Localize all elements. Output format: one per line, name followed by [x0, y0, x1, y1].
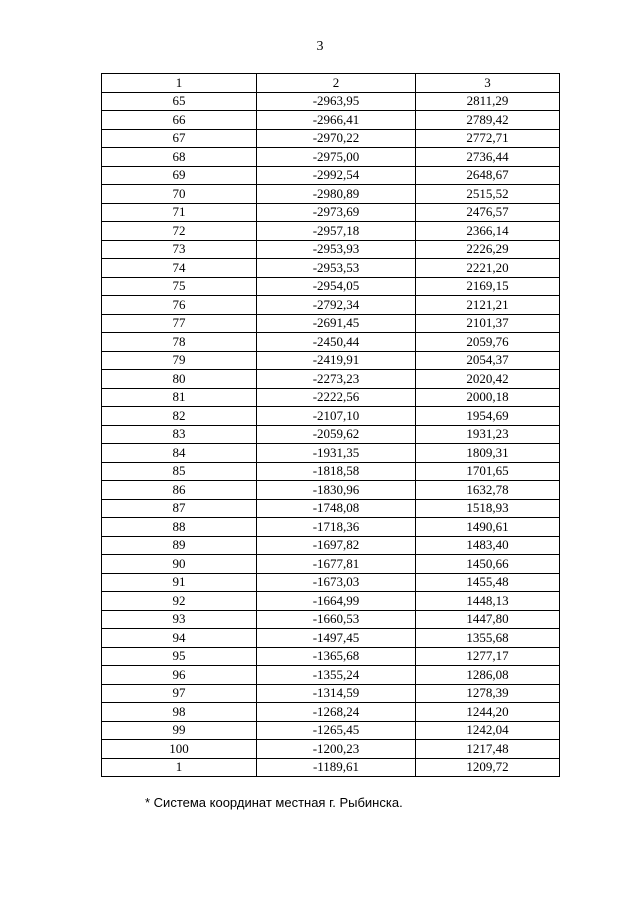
table-row: [102, 684, 560, 703]
table-row: [102, 462, 560, 481]
column-header-3: 3: [416, 74, 560, 93]
point-number-cell: 78: [102, 333, 257, 352]
point-number-cell: 84: [102, 444, 257, 463]
table-row: [102, 92, 560, 111]
x-coordinate-cell: -2273,23: [257, 370, 416, 389]
table-header-row: [102, 74, 560, 93]
x-coordinate-cell: -2954,05: [257, 277, 416, 296]
x-coordinate-cell: -1818,58: [257, 462, 416, 481]
x-coordinate-cell: -1268,24: [257, 703, 416, 722]
x-coordinate-cell: -2953,93: [257, 240, 416, 259]
y-coordinate-cell: 1355,68: [416, 629, 560, 648]
y-coordinate-cell: 1447,80: [416, 610, 560, 629]
x-coordinate-cell: -1748,08: [257, 499, 416, 518]
point-number-cell: 90: [102, 555, 257, 574]
table-row: [102, 166, 560, 185]
table-row: [102, 333, 560, 352]
table-row: [102, 240, 560, 259]
y-coordinate-cell: 2648,67: [416, 166, 560, 185]
point-number-cell: 75: [102, 277, 257, 296]
x-coordinate-cell: -1200,23: [257, 740, 416, 759]
point-number-cell: 76: [102, 296, 257, 315]
table-row: [102, 610, 560, 629]
column-header-2: 2: [257, 74, 416, 93]
y-coordinate-cell: 2020,42: [416, 370, 560, 389]
point-number-cell: 95: [102, 647, 257, 666]
point-number-cell: 82: [102, 407, 257, 426]
point-number-cell: 80: [102, 370, 257, 389]
point-number-cell: 88: [102, 518, 257, 537]
y-coordinate-cell: 2772,71: [416, 129, 560, 148]
x-coordinate-cell: -2980,89: [257, 185, 416, 204]
point-number-cell: 77: [102, 314, 257, 333]
point-number-cell: 68: [102, 148, 257, 167]
point-number-cell: 94: [102, 629, 257, 648]
table-row: [102, 425, 560, 444]
x-coordinate-cell: -1497,45: [257, 629, 416, 648]
table-row: [102, 536, 560, 555]
x-coordinate-cell: -1697,82: [257, 536, 416, 555]
y-coordinate-cell: 2226,29: [416, 240, 560, 259]
point-number-cell: 65: [102, 92, 257, 111]
table-row: [102, 296, 560, 315]
y-coordinate-cell: 2366,14: [416, 222, 560, 241]
table-row: [102, 721, 560, 740]
y-coordinate-cell: 1448,13: [416, 592, 560, 611]
point-number-cell: 86: [102, 481, 257, 500]
table-row: [102, 740, 560, 759]
footnote: * Система координат местная г. Рыбинска.: [145, 795, 403, 810]
x-coordinate-cell: -1718,36: [257, 518, 416, 537]
x-coordinate-cell: -1830,96: [257, 481, 416, 500]
table-row: [102, 277, 560, 296]
table-row: [102, 129, 560, 148]
table-row: [102, 185, 560, 204]
x-coordinate-cell: -1314,59: [257, 684, 416, 703]
x-coordinate-cell: -1660,53: [257, 610, 416, 629]
table-row: [102, 555, 560, 574]
x-coordinate-cell: -1189,61: [257, 758, 416, 777]
table-row: [102, 222, 560, 241]
point-number-cell: 71: [102, 203, 257, 222]
point-number-cell: 85: [102, 462, 257, 481]
y-coordinate-cell: 2789,42: [416, 111, 560, 130]
x-coordinate-cell: -1931,35: [257, 444, 416, 463]
point-number-cell: 89: [102, 536, 257, 555]
point-number-cell: 79: [102, 351, 257, 370]
point-number-cell: 97: [102, 684, 257, 703]
y-coordinate-cell: 1483,40: [416, 536, 560, 555]
y-coordinate-cell: 1450,66: [416, 555, 560, 574]
point-number-cell: 81: [102, 388, 257, 407]
table-row: [102, 629, 560, 648]
table-row: [102, 203, 560, 222]
x-coordinate-cell: -2975,00: [257, 148, 416, 167]
table-row: [102, 573, 560, 592]
y-coordinate-cell: 2811,29: [416, 92, 560, 111]
y-coordinate-cell: 2736,44: [416, 148, 560, 167]
table-body: [102, 92, 560, 777]
y-coordinate-cell: 1809,31: [416, 444, 560, 463]
point-number-cell: 98: [102, 703, 257, 722]
table-row: [102, 407, 560, 426]
point-number-cell: 83: [102, 425, 257, 444]
x-coordinate-cell: -2450,44: [257, 333, 416, 352]
x-coordinate-cell: -2107,10: [257, 407, 416, 426]
y-coordinate-cell: 1278,39: [416, 684, 560, 703]
x-coordinate-cell: -1677,81: [257, 555, 416, 574]
point-number-cell: 66: [102, 111, 257, 130]
x-coordinate-cell: -2973,69: [257, 203, 416, 222]
y-coordinate-cell: 2059,76: [416, 333, 560, 352]
y-coordinate-cell: 2000,18: [416, 388, 560, 407]
table-row: [102, 314, 560, 333]
point-number-cell: 69: [102, 166, 257, 185]
y-coordinate-cell: 2121,21: [416, 296, 560, 315]
y-coordinate-cell: 1632,78: [416, 481, 560, 500]
page-number: 3: [316, 39, 324, 54]
y-coordinate-cell: 1209,72: [416, 758, 560, 777]
y-coordinate-cell: 2221,20: [416, 259, 560, 278]
point-number-cell: 72: [102, 222, 257, 241]
x-coordinate-cell: -2957,18: [257, 222, 416, 241]
x-coordinate-cell: -2966,41: [257, 111, 416, 130]
y-coordinate-cell: 1518,93: [416, 499, 560, 518]
y-coordinate-cell: 1217,48: [416, 740, 560, 759]
point-number-cell: 87: [102, 499, 257, 518]
table-row: [102, 370, 560, 389]
x-coordinate-cell: -2059,62: [257, 425, 416, 444]
point-number-cell: 1: [102, 758, 257, 777]
table-row: [102, 703, 560, 722]
point-number-cell: 67: [102, 129, 257, 148]
table-row: [102, 518, 560, 537]
y-coordinate-cell: 1244,20: [416, 703, 560, 722]
coordinates-table: [101, 73, 560, 777]
point-number-cell: 92: [102, 592, 257, 611]
table-row: [102, 259, 560, 278]
table-row: [102, 481, 560, 500]
x-coordinate-cell: -1355,24: [257, 666, 416, 685]
table-row: [102, 499, 560, 518]
point-number-cell: 100: [102, 740, 257, 759]
table-row: [102, 647, 560, 666]
y-coordinate-cell: 2101,37: [416, 314, 560, 333]
table-row: [102, 758, 560, 777]
x-coordinate-cell: -1265,45: [257, 721, 416, 740]
point-number-cell: 70: [102, 185, 257, 204]
x-coordinate-cell: -1673,03: [257, 573, 416, 592]
x-coordinate-cell: -2691,45: [257, 314, 416, 333]
x-coordinate-cell: -2222,56: [257, 388, 416, 407]
x-coordinate-cell: -2419,91: [257, 351, 416, 370]
y-coordinate-cell: 1701,65: [416, 462, 560, 481]
y-coordinate-cell: 2054,37: [416, 351, 560, 370]
x-coordinate-cell: -2953,53: [257, 259, 416, 278]
point-number-cell: 91: [102, 573, 257, 592]
point-number-cell: 99: [102, 721, 257, 740]
x-coordinate-cell: -1365,68: [257, 647, 416, 666]
table-row: [102, 666, 560, 685]
x-coordinate-cell: -1664,99: [257, 592, 416, 611]
y-coordinate-cell: 2169,15: [416, 277, 560, 296]
y-coordinate-cell: 2476,57: [416, 203, 560, 222]
table-row: [102, 444, 560, 463]
y-coordinate-cell: 2515,52: [416, 185, 560, 204]
y-coordinate-cell: 1242,04: [416, 721, 560, 740]
point-number-cell: 93: [102, 610, 257, 629]
y-coordinate-cell: 1277,17: [416, 647, 560, 666]
table-row: [102, 592, 560, 611]
x-coordinate-cell: -2970,22: [257, 129, 416, 148]
x-coordinate-cell: -2992,54: [257, 166, 416, 185]
table-row: [102, 388, 560, 407]
y-coordinate-cell: 1490,61: [416, 518, 560, 537]
y-coordinate-cell: 1954,69: [416, 407, 560, 426]
point-number-cell: 74: [102, 259, 257, 278]
y-coordinate-cell: 1455,48: [416, 573, 560, 592]
y-coordinate-cell: 1931,23: [416, 425, 560, 444]
point-number-cell: 73: [102, 240, 257, 259]
y-coordinate-cell: 1286,08: [416, 666, 560, 685]
x-coordinate-cell: -2963,95: [257, 92, 416, 111]
x-coordinate-cell: -2792,34: [257, 296, 416, 315]
column-header-1: 1: [102, 74, 257, 93]
table-row: [102, 351, 560, 370]
table-row: [102, 111, 560, 130]
table-row: [102, 148, 560, 167]
point-number-cell: 96: [102, 666, 257, 685]
